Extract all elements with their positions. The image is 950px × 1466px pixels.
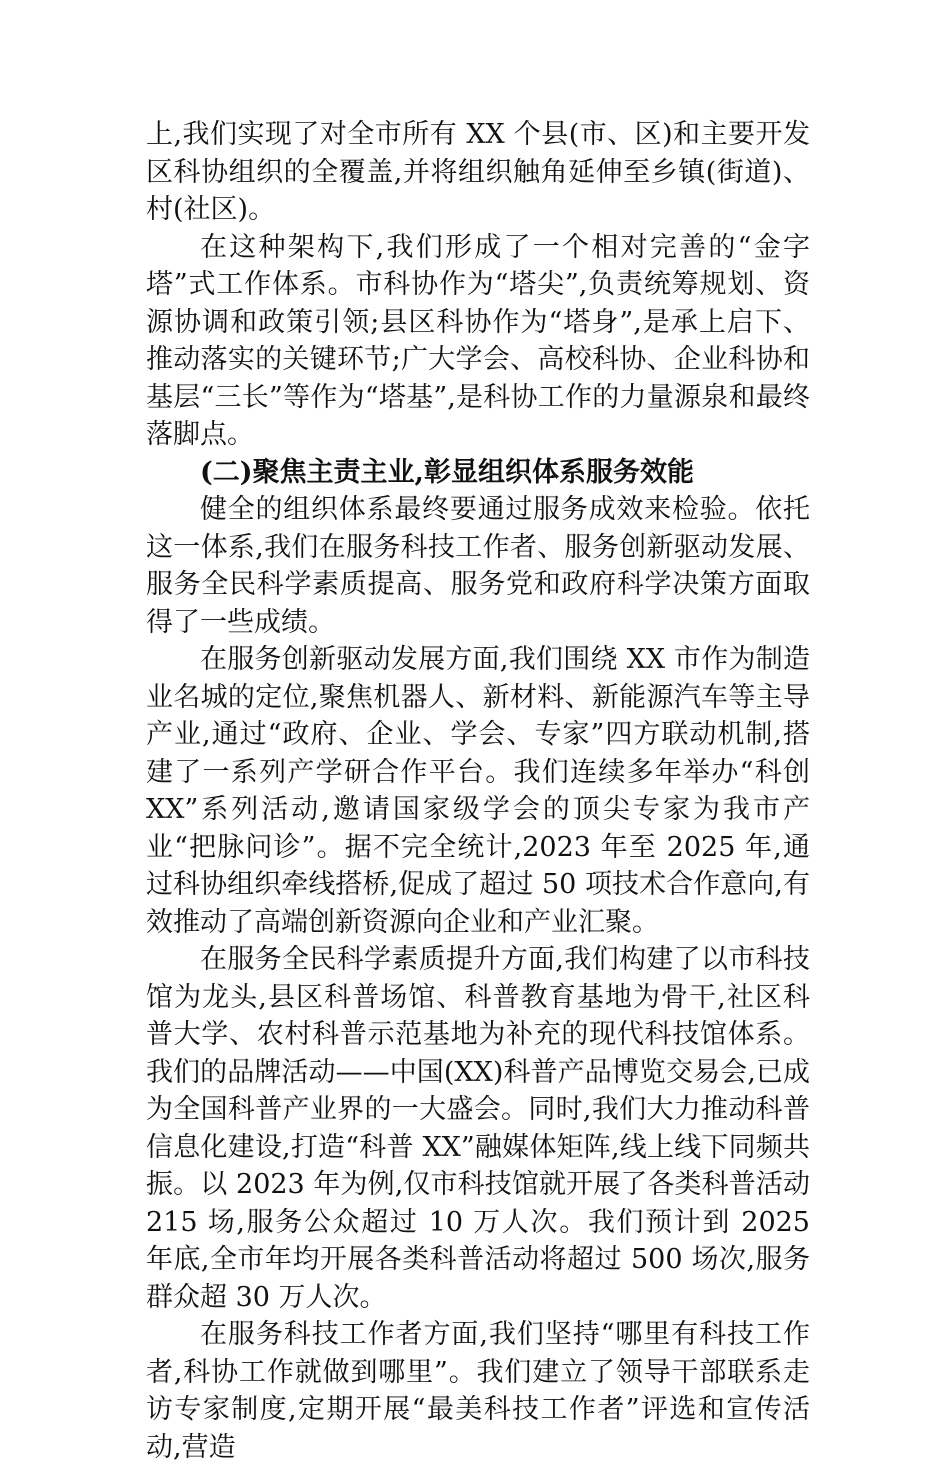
paragraph-service-effectiveness: 健全的组织体系最终要通过服务成效来检验。依托这一体系,我们在服务科技工作者、服务创新驱动发展、服务全民科学素质提高、服务党和政府科学决策方面取得了一些成绩。: [146, 494, 810, 638]
section-heading: (二)聚焦主责主业,彰显组织体系服务效能: [200, 456, 694, 488]
paragraph-innovation-driven: 在服务创新驱动发展方面,我们围绕 XX 市作为制造业名城的定位,聚焦机器人、新材料、新能源汽车等主导产业,通过“政府、企业、学会、专家”四方联动机制,搭建了一系列产学研合作平台。我们连续多年举办“科创 XX”系列活动,邀请国家级学会的顶尖专家为我市产业“把脉问诊”。据不完全统计,2023 年至 2025 年,通过科协组织牵线搭桥,促成了超过 50 项技术合作意向,有效推动了高端创新资源向企业和产业汇聚。: [146, 644, 810, 938]
document-body: [146, 116, 810, 1466]
paragraph-coverage: 上,我们实现了对全市所有 XX 个县(市、区)和主要开发区科协组织的全覆盖,并将组织触角延伸至乡镇(街道)、村(社区)。: [146, 119, 810, 225]
paragraph-science-workers: 在服务科技工作者方面,我们坚持“哪里有科技工作者,科协工作就做到哪里”。我们建立了领导干部联系走访专家制度,定期开展“最美科技工作者”评选和宣传活动,营造: [146, 1319, 810, 1463]
paragraph-science-literacy: 在服务全民科学素质提升方面,我们构建了以市科技馆为龙头,县区科普场馆、科普教育基地为骨干,社区科普大学、农村科普示范基地为补充的现代科技馆体系。我们的品牌活动——中国(XX)科普产品博览交易会,已成为全国科普产业界的一大盛会。同时,我们大力推动科普信息化建设,打造“科普 XX”融媒体矩阵,线上线下同频共振。以 2023 年为例,仅市科技馆就开展了各类科普活动 215 场,服务公众超过 10 万人次。我们预计到 2025 年底,全市年均开展各类科普活动将超过 500 场次,服务群众超 30 万人次。: [146, 944, 810, 1313]
paragraph-pyramid-system: 在这种架构下,我们形成了一个相对完善的“金字塔”式工作体系。市科协作为“塔尖”,负责统筹规划、资源协调和政策引领;县区科协作为“塔身”,是承上启下、推动落实的关键环节;广大学会、高校科协、企业科协和基层“三长”等作为“塔基”,是科协工作的力量源泉和最终落脚点。: [146, 231, 810, 450]
